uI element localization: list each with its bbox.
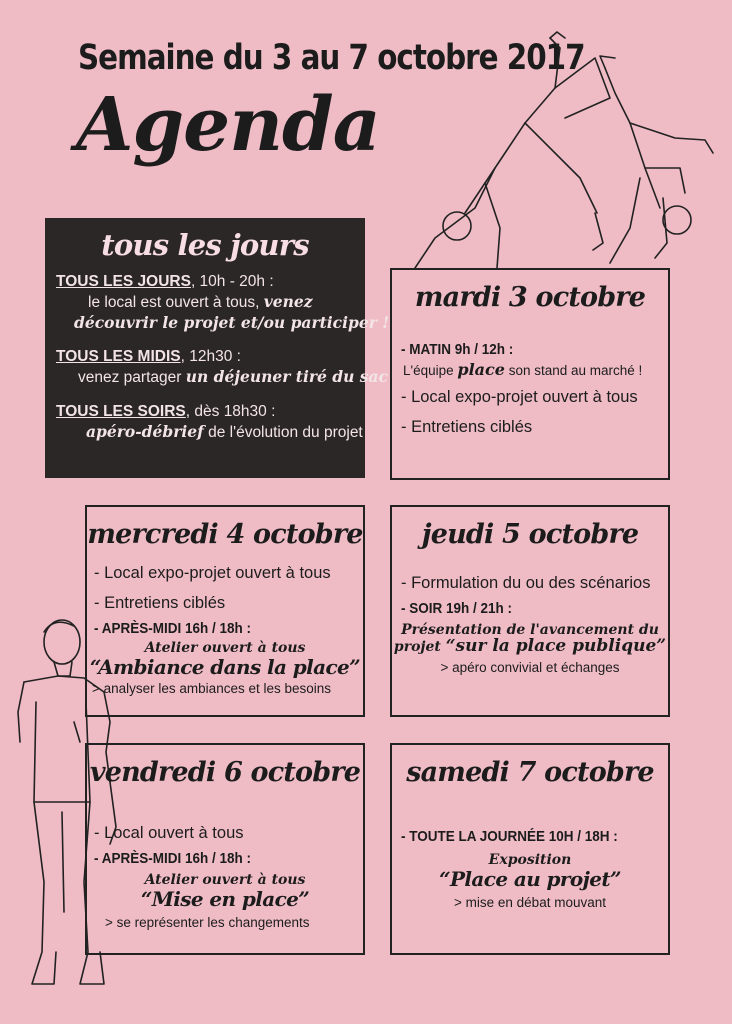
- list-item: - Entretiens ciblés: [401, 418, 533, 436]
- list-item: - Formulation du ou des scénarios: [401, 574, 651, 592]
- entry-emphasis: un déjeuner tiré du sac: [185, 367, 388, 386]
- box-jeudi: [390, 505, 670, 717]
- slot-title: “Ambiance dans la place”: [89, 655, 361, 679]
- list-item: - Local expo-projet ouvert à tous: [401, 388, 638, 406]
- slot-note: > se représenter les changements: [105, 915, 310, 930]
- slot-line: Atelier ouvert à tous: [144, 872, 306, 888]
- list-item: - Local ouvert à tous: [94, 824, 244, 842]
- slot-emphasis: place: [457, 360, 505, 379]
- slot-label: - APRÈS-MIDI 16h / 18h :: [94, 620, 252, 637]
- entry-text: venez partager: [78, 369, 186, 386]
- entry-text: de l'évolution du projet: [203, 424, 363, 441]
- box-title: tous les jours: [101, 228, 309, 262]
- entry-time: , 10h - 20h :: [190, 273, 274, 290]
- slot-label: - MATIN 9h / 12h :: [401, 341, 514, 358]
- slot-line: Atelier ouvert à tous: [144, 640, 306, 656]
- slot-title: “sur la place publique”: [445, 636, 667, 656]
- midday-entry: [47, 347, 388, 388]
- week-title: Semaine du 3 au 7 octobre 2017: [78, 38, 585, 78]
- box-title: mercredi 4 octobre: [87, 519, 363, 550]
- list-item: - Entretiens ciblés: [94, 594, 226, 612]
- slot-title: “Mise en place”: [140, 887, 310, 911]
- slot-line: Exposition: [488, 852, 572, 868]
- slot-text: L'équipe: [403, 363, 458, 378]
- entry-time: , 12h30 :: [180, 348, 241, 365]
- box-samedi: [390, 743, 670, 955]
- slot-text: projet: [393, 639, 446, 655]
- entry-label: TOUS LES JOURS: [56, 273, 191, 290]
- slot-label: - APRÈS-MIDI 16h / 18h :: [94, 850, 252, 867]
- slot-note: > apéro convivial et échanges: [440, 660, 620, 675]
- box-mercredi: [85, 505, 365, 717]
- box-title: mardi 3 octobre: [414, 282, 646, 313]
- entry-label: TOUS LES MIDIS: [56, 348, 181, 365]
- slot-note: > mise en débat mouvant: [454, 895, 606, 910]
- entry-emphasis: apéro-débrief: [86, 422, 204, 441]
- box-title: samedi 7 octobre: [406, 757, 654, 788]
- box-title: vendredi 6 octobre: [89, 757, 361, 788]
- box-tous-les-jours: [45, 218, 390, 478]
- entry-emphasis: venez: [263, 292, 313, 311]
- list-item: - Local expo-projet ouvert à tous: [94, 564, 331, 582]
- entry-time: , dès 18h30 :: [185, 403, 276, 420]
- slot-text: son stand au marché !: [504, 363, 643, 378]
- slot-line: Présentation de l'avancement du: [401, 622, 659, 638]
- evening-entry: [47, 402, 363, 443]
- box-vendredi: [85, 743, 365, 955]
- cartwheel-kids-illustration: [405, 28, 725, 278]
- slot-label: - SOIR 19h / 21h :: [401, 600, 513, 617]
- slot-note: > analyser les ambiances et les besoins: [92, 681, 332, 696]
- box-mardi: [390, 268, 670, 480]
- entry-label: TOUS LES SOIRS: [56, 403, 186, 420]
- slot-label: - TOUTE LA JOURNÉE 10H / 18H :: [401, 828, 618, 845]
- entry-emphasis: découvrir le projet et/ou participer !: [74, 313, 390, 332]
- daily-entry: [47, 272, 390, 333]
- page-title: Agenda: [76, 82, 380, 168]
- box-title: jeudi 5 octobre: [421, 519, 639, 550]
- slot-title: “Place au projet”: [439, 867, 621, 891]
- entry-text: le local est ouvert à tous,: [88, 294, 264, 311]
